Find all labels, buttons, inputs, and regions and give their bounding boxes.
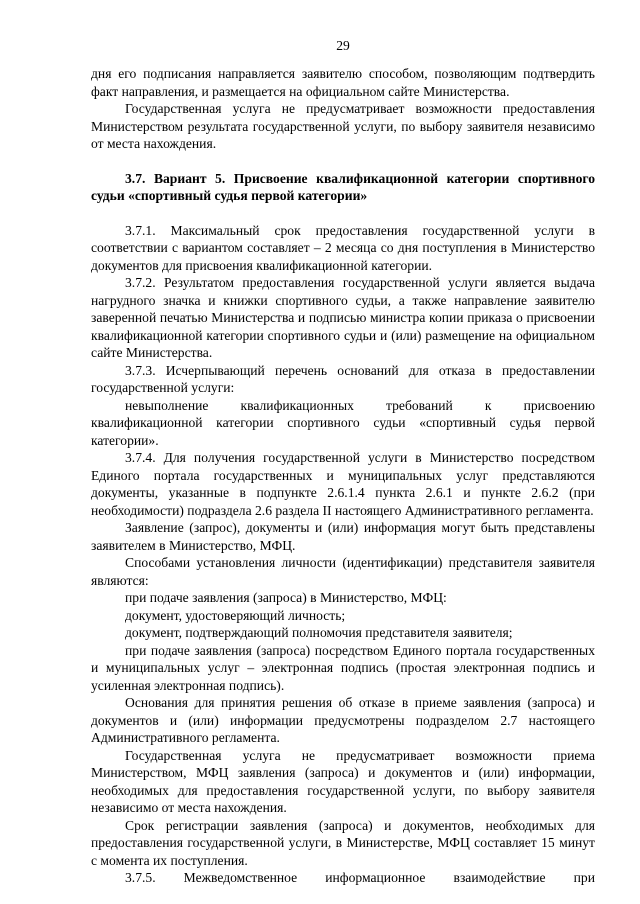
list-item: при подаче заявления (запроса) в Министерство, МФЦ: — [125, 590, 447, 605]
paragraph: Способами установления личности (идентификации) представителя заявителя являются: — [91, 555, 595, 588]
paragraph: Государственная услуга не предусматривает возможности приема Министерством, МФЦ заявления (запроса) и документов и (или) информации, необходимых для предоставления государственной услуги, по выбору заявителя независимо от места нахождения. — [91, 747, 595, 815]
paragraph: Основания для принятия решения об отказе в приеме заявления (запроса) и документов и (или) информации предусмотрены подразделом 2.7 настоящего Административного регламента. — [91, 695, 595, 745]
paragraph: Срок регистрации заявления (запроса) и документов, необходимых для предоставления государственной услуги, в Министерстве, МФЦ составляет 15 минут с момента их поступления. — [91, 817, 595, 868]
list-item: документ, удостоверяющий личность; — [125, 607, 346, 623]
paragraph: 3.7.3. Исчерпывающий перечень оснований для отказа в предоставлении государственной услуги: — [91, 362, 595, 395]
paragraph: 3.7.1. Максимальный срок предоставления государственной услуги в соответствии с вариантом составляет – 2 месяца со дня поступления в Министерство документов для присвоения квалификационной категории. — [91, 222, 595, 273]
paragraph: 3.7.2. Результатом предоставления государственной услуги является выдача нагрудного значка и книжки спортивного судьи, а также направление заявителю заверенной печатью Министерства и подписью министра копии приказа о присвоении квалификационной категории спортивного судьи и (или) размещение на официальном сайте Министерства. — [91, 275, 595, 360]
list-item: документ, подтверждающий полномочия представителя заявителя; — [125, 625, 513, 640]
paragraph: Заявление (запрос), документы и (или) информация могут быть представлены заявителем в Министерство, МФЦ. — [91, 520, 595, 553]
paragraph: Государственная услуга не предусматривает возможности предоставления Министерством результата государственной услуги, по выбору заявителя независимо от места нахождения. — [91, 101, 595, 151]
page-number: 29 — [336, 38, 350, 53]
paragraph: 3.7.4. Для получения государственной услуги в Министерство посредством Единого портала государственных и муниципальных услуг представляются документы, указанные в подпункте 2.6.1.4 пункта 2.6.1 и пункте 2.6.2 (при необходимости) подраздела 2.6 раздела II настоящего Административного регламента. — [91, 450, 595, 518]
list-item: при подаче заявления (запроса) посредством Единого портала государственных и муниципальных услуг – электронная подпись (простая электронная подпись и усиленная электронная подпись). — [91, 642, 595, 693]
paragraph-continuation: дня его подписания направляется заявителю способом, позволяющим подтвердить факт направления, и размещается на официальном сайте Министерства. — [91, 66, 595, 99]
paragraph: невыполнение квалификационных требований к присвоению квалификационной категории спортивного судьи «спортивный судья первой категории». — [91, 397, 595, 448]
document-page — [91, 37, 595, 887]
paragraph-truncated: 3.7.5. Межведомственное информационное взаимодействие при — [125, 870, 595, 885]
section-heading: 3.7. Вариант 5. Присвоение квалификационной категории спортивного судьи «спортивный судья первой категории» — [91, 170, 595, 203]
